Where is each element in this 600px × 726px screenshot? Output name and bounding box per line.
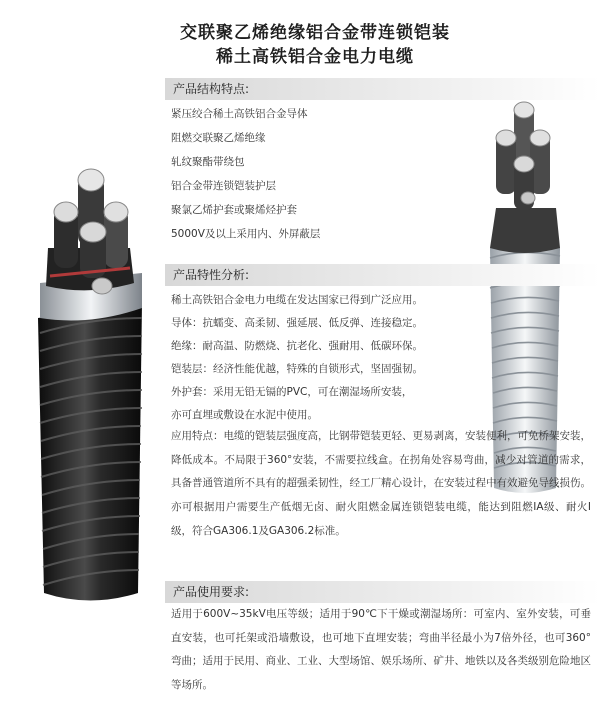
structure-item: 5000V及以上采用内、外屏蔽层 xyxy=(171,228,321,240)
features-line: 稀土高铁铝合金电力电缆在发达国家已得到广泛应用。 xyxy=(171,294,423,306)
usage-paragraph: 适用于600V~35kV电压等级；适用于90℃下干燥或潮湿场所：可室内、室外安装，可垂直安装，也可托架或沿墙敷设，也可地下直埋安装；弯曲半径最小为7倍外径，也可360°弯曲；适用于民用、商业、工业、大型场馆、娱乐场所、矿井、地铁以及各类级别危险地区等场所。 xyxy=(171,608,591,692)
application-paragraph: 应用特点：电缆的铠装层强度高，比钢带铠装更轻、更易剥离，安装便利，可免桥架安装，降低成本。不局限于360°安装，不需要拉线盒。在拐角处容易弯曲，减少对管道的需求，具备普通管道所不具有的超强柔韧性，经工厂精心设计，在安装过程中有效避免导线损伤。亦可根据用户需要生产低烟无卤、耐火阻燃金属连锁铠装电缆，能达到阻燃IA级、耐火I级，符合GA306.1及GA306.2标准。 xyxy=(171,430,591,537)
structure-heading: 产品结构特点: xyxy=(165,78,600,100)
structure-item: 轧纹聚酯带绕包 xyxy=(171,156,245,168)
features-line: 外护套：采用无铅无镉的PVC，可在潮湿场所安装， xyxy=(171,386,413,398)
features-line: 亦可直埋或敷设在水泥中使用。 xyxy=(171,409,318,421)
features-line: 导体：抗蠕变、高柔韧、强延展、低反弹、连接稳定。 xyxy=(171,317,423,329)
usage-heading: 产品使用要求: xyxy=(165,581,600,603)
structure-item: 聚氯乙烯护套或聚烯烃护套 xyxy=(171,204,297,216)
structure-item: 阻燃交联聚乙烯绝缘 xyxy=(171,132,266,144)
structure-item: 紧压绞合稀土高铁铝合金导体 xyxy=(171,108,308,120)
structure-item: 铝合金带连锁铠装护层 xyxy=(171,180,276,192)
features-heading: 产品特性分析: xyxy=(165,264,600,286)
features-line: 铠装层：经济性能优越，特殊的自锁形式，坚固强韧。 xyxy=(171,363,423,375)
features-line: 绝缘：耐高温、防燃烧、抗老化、强耐用、低碳环保。 xyxy=(171,340,423,352)
black-armored-cable-image xyxy=(30,168,160,608)
title-line-2: 稀土高铁铝合金电力电缆 xyxy=(216,47,414,67)
title-line-1: 交联聚乙烯绝缘铝合金带连锁铠装 xyxy=(180,23,450,43)
